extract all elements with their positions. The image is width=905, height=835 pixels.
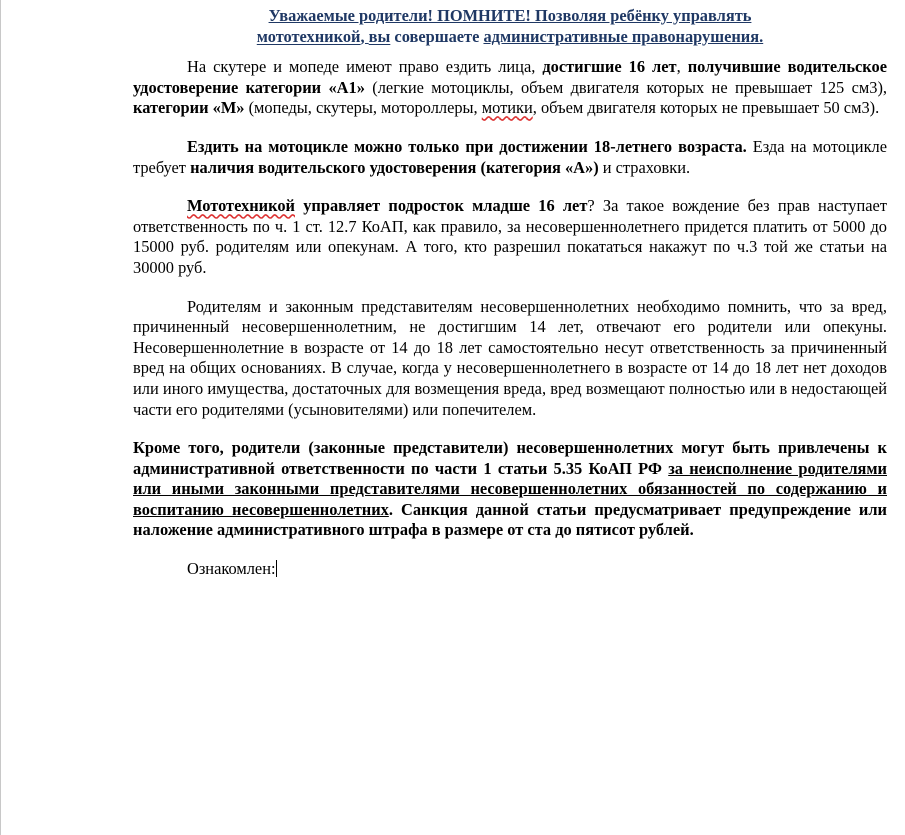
bold-run: категории «М» (133, 98, 245, 118)
text-run: (легкие мотоциклы, объем двигателя которых не превышает 125 см3), (364, 77, 888, 97)
text-run: На скутере и мопеде имеют право ездить лица, (187, 57, 543, 77)
text-run: Езда на мотоцикле требует (133, 136, 887, 177)
bold-run: достигшие 16 лет (542, 57, 677, 77)
document-body (133, 6, 887, 598)
spellcheck-word: Мототехникой (187, 196, 295, 216)
paragraph-parents-responsibility: Родителям и законным представителям несовершеннолетних необходимо помнить, что за вред, причиненный несовершеннолетним, не достигшим 14 лет, отвечают его родители или опекуны. Несовершеннолетние в возрасте от 14 до 18 лет самостоятельно несут ответственность за причиненный вред на общих основаниях. В случае, когда у несовершеннолетнего в возрасте от 14 до 18 лет нет доходов или иного имущества, достаточных для возмещения вреда, вред возмещают полностью или в недостающей части его родителями (усыновителями) или попечителем. (133, 296, 887, 419)
bold-run: управляет подросток младше 16 лет (295, 196, 588, 216)
title-comma: , (360, 26, 369, 46)
bold-run: Кроме того, родители (законные представители) несовершеннолетних могут быть привлечены к административной ответственности по части 1 статьи 5.35 КоАП РФ (133, 438, 887, 478)
paragraph-acknowledged[interactable] (133, 559, 887, 580)
text-run: , (676, 57, 688, 77)
paragraph-motorcycle-rules (133, 137, 887, 178)
text-run: и страховки. (598, 157, 691, 177)
acknowledged-label: Ознакомлен: (187, 559, 276, 579)
bold-run: наличия водительского удостоверения (категория «А») (190, 157, 599, 177)
paragraph-liability (133, 196, 887, 278)
title-line-1: Уважаемые родители! ПОМНИТЕ! Позволяя ребёнку управлять (268, 6, 752, 25)
bold-run: получившие водительское удостоверение категории «А1» (133, 57, 887, 97)
document-title (133, 6, 887, 47)
underlined-run: за неисполнение родителями или иными законными представителями несовершеннолетних обязанностей по содержанию и воспитанию несовершеннолетних (133, 458, 887, 519)
title-word-sovershaete: совершаете (390, 26, 484, 46)
text-run: (мопеды, скутеры, мотороллеры, (244, 98, 482, 118)
spellcheck-word: мотики (481, 98, 533, 118)
title-word-vy: вы (368, 26, 391, 46)
text-run: ? За такое вождение без прав наступает ответственность по ч. 1 ст. 12.7 КоАП, как правило, за несовершеннолетнего придется платить от 5000 до 15000 руб. родителям или опекунам. А того, кто разрешил покататься накажут по ч.3 той же статьи на 30000 руб. (133, 196, 887, 277)
text-run: , объем двигателя которых не превышает 50 см3). (532, 98, 880, 118)
title-phrase-violations: административные правонарушения. (483, 26, 764, 46)
bold-run: Ездить на мотоцикле можно только при достижении 18-летнего возраста. (187, 136, 747, 156)
paragraph-scooter-rules (133, 57, 887, 119)
text-cursor (276, 560, 277, 577)
paragraph-administrative-liability (133, 438, 887, 541)
bold-run: . Санкция данной статьи предусматривает предупреждение или наложение административного штрафа в размере от ста до пятисот рублей. (133, 499, 887, 540)
title-word-mototekhnikoy: мототехникой (256, 26, 361, 46)
